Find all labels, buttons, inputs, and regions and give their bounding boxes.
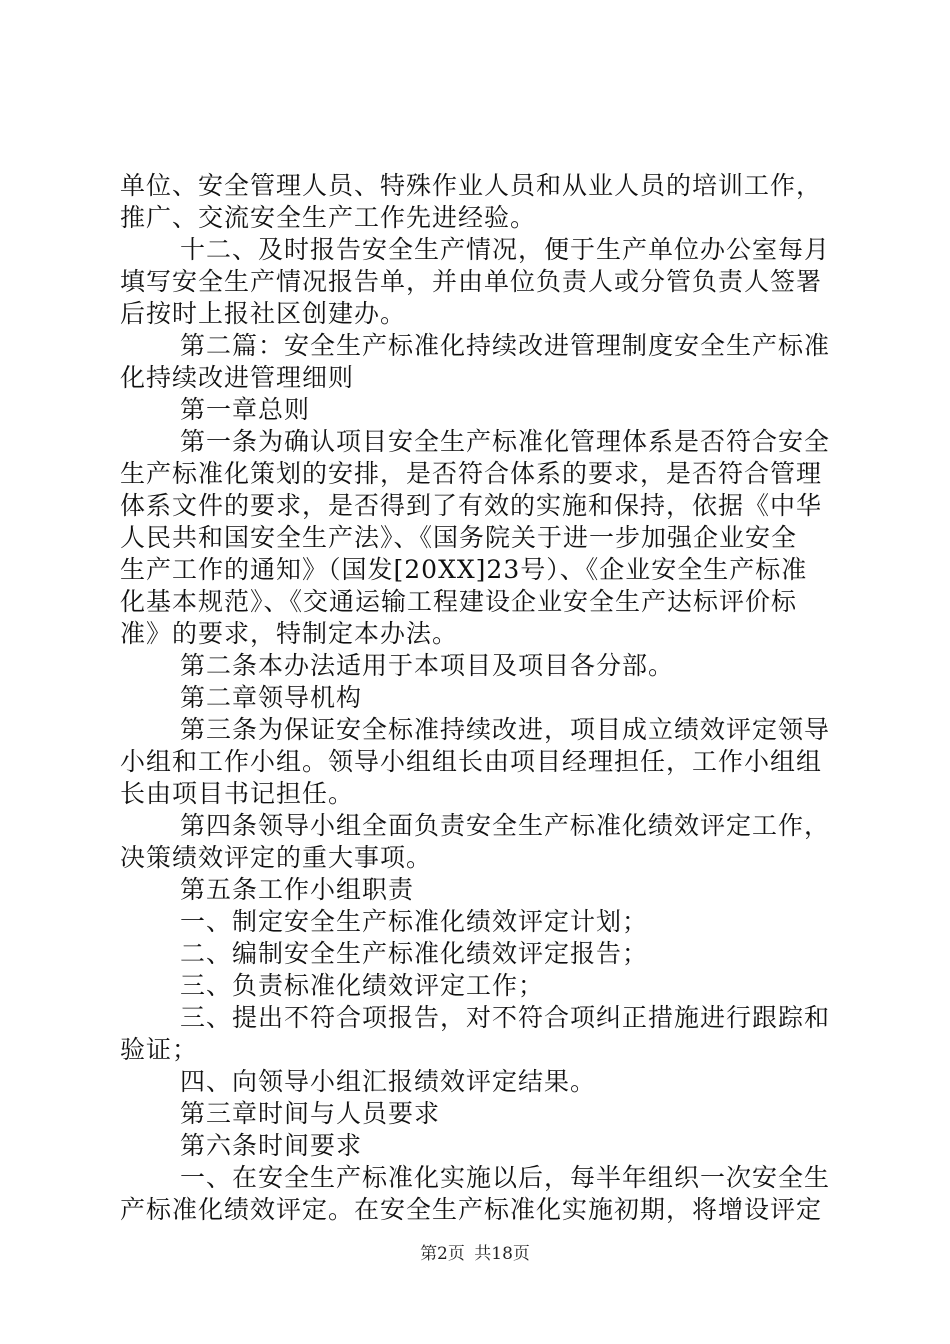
text-line: 后按时上报社区创建办。 bbox=[120, 299, 407, 328]
text-line: 准》的要求，特制定本办法。 bbox=[120, 619, 459, 648]
text-line: 第五条工作小组职责 bbox=[180, 875, 415, 904]
document-body bbox=[120, 170, 840, 1226]
text-line: 第一条为确认项目安全生产标准化管理体系是否符合安全 bbox=[180, 427, 831, 456]
text-line: 第二篇：安全生产标准化持续改进管理制度安全生产标准 bbox=[180, 331, 831, 360]
text-line: 验证； bbox=[120, 1035, 199, 1064]
text-line: 体系文件的要求，是否得到了有效的实施和保持，依据《中华 bbox=[120, 491, 823, 520]
text-line: 一、制定安全生产标准化绩效评定计划； bbox=[180, 907, 649, 936]
text-line: 第六条时间要求 bbox=[180, 1131, 363, 1160]
text-line: 生产工作的通知》（国发[20XX]23号）、《企业安全生产标准 bbox=[120, 555, 808, 584]
text-line: 化持续改进管理细则 bbox=[120, 363, 355, 392]
text-line: 第一章总则 bbox=[180, 395, 311, 424]
text-line: 决策绩效评定的重大事项。 bbox=[120, 843, 433, 872]
text-line: 三、提出不符合项报告，对不符合项纠正措施进行跟踪和 bbox=[180, 1003, 831, 1032]
text-line: 三、负责标准化绩效评定工作； bbox=[180, 971, 545, 1000]
total-page-count: 共18页 bbox=[474, 1244, 530, 1264]
text-line: 十二、及时报告安全生产情况，便于生产单位办公室每月 bbox=[180, 235, 831, 264]
text-line: 一、在安全生产标准化实施以后，每半年组织一次安全生 bbox=[180, 1163, 831, 1192]
text-line: 人民共和国安全生产法》、《国务院关于进一步加强企业安全 bbox=[120, 523, 798, 552]
page-footer bbox=[0, 1243, 950, 1265]
text-line: 第四条领导小组全面负责安全生产标准化绩效评定工作， bbox=[180, 811, 831, 840]
text-line: 二、编制安全生产标准化绩效评定报告； bbox=[180, 939, 649, 968]
text-line: 化基本规范》、《交通运输工程建设企业安全生产达标评价标 bbox=[120, 587, 798, 616]
text-line: 生产标准化策划的安排，是否符合体系的要求，是否符合管理 bbox=[120, 459, 823, 488]
text-line: 推广、交流安全生产工作先进经验。 bbox=[120, 203, 537, 232]
text-line: 四、向领导小组汇报绩效评定结果。 bbox=[180, 1067, 597, 1096]
text-line: 填写安全生产情况报告单，并由单位负责人或分管负责人签署 bbox=[120, 267, 823, 296]
text-line: 第二章领导机构 bbox=[180, 683, 363, 712]
current-page-number: 第2页 bbox=[420, 1244, 465, 1264]
text-line: 产标准化绩效评定。在安全生产标准化实施初期，将增设评定 bbox=[120, 1195, 823, 1224]
text-line: 小组和工作小组。领导小组组长由项目经理担任，工作小组组 bbox=[120, 747, 823, 776]
text-line: 长由项目书记担任。 bbox=[120, 779, 355, 808]
text-line: 第三章时间与人员要求 bbox=[180, 1099, 441, 1128]
text-line: 第二条本办法适用于本项目及项目各分部。 bbox=[180, 651, 675, 680]
text-line: 第三条为保证安全标准持续改进，项目成立绩效评定领导 bbox=[180, 715, 831, 744]
text-line: 单位、安全管理人员、特殊作业人员和从业人员的培训工作， bbox=[120, 171, 823, 200]
